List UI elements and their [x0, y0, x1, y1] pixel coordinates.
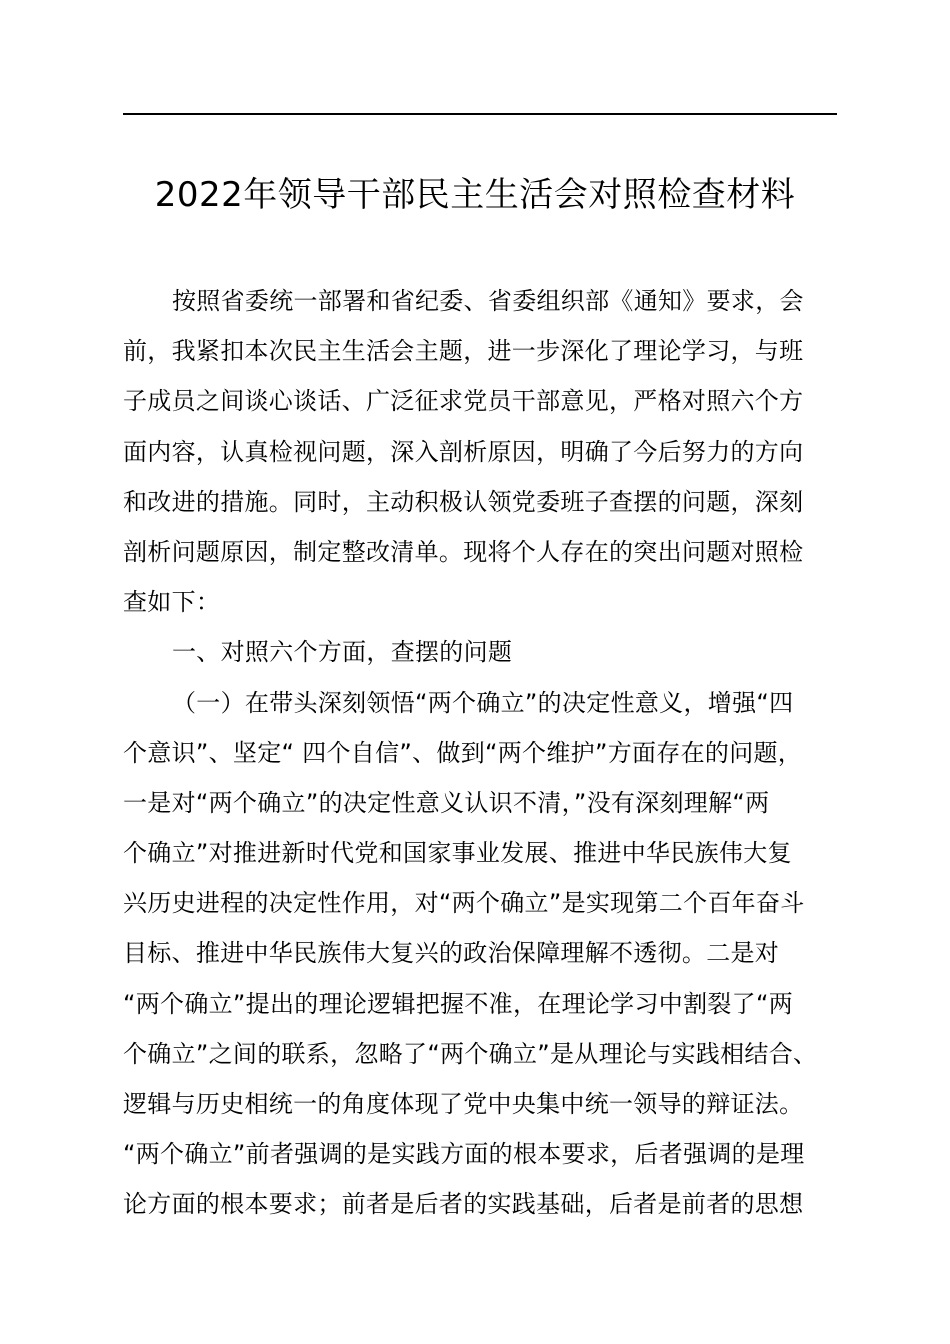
body-line: 个确立”之间的联系，忽略了“两个确立”是从理论与实践相结合、: [123, 1039, 818, 1068]
body-line: 剖析问题原因，制定整改清单。现将个人存在的突出问题对照检: [123, 537, 804, 566]
document-body: [123, 276, 839, 1230]
header-rule: [123, 113, 837, 115]
section-heading: 一、对照六个方面，查摆的问题: [172, 638, 513, 667]
body-line: （一）在带头深刻领悟“两个确立”的决定性意义，增强“四: [172, 688, 794, 717]
body-line: 和改进的措施。同时，主动积极认领党委班子查摆的问题，深刻: [123, 487, 804, 516]
body-line: 个确立”对推进新时代党和国家事业发展、推进中华民族伟大复: [123, 839, 792, 868]
body-line: 子成员之间谈心谈话、广泛征求党员干部意见，严格对照六个方: [123, 387, 804, 416]
body-line: 前，我紧扣本次民主生活会主题，进一步深化了理论学习，与班: [123, 337, 804, 366]
body-line: 查如下：: [123, 588, 221, 617]
body-line: “两个确立”前者强调的是实践方面的根本要求，后者强调的是理: [123, 1140, 805, 1169]
body-line: 面内容，认真检视问题，深入剖析原因，明确了今后努力的方向: [123, 437, 804, 466]
body-line: 一是对“两个确立”的决定性意义认识不清，”没有深刻理解“两: [123, 788, 770, 817]
body-line: “两个确立”提出的理论逻辑把握不准，在理论学习中割裂了“两: [123, 989, 793, 1018]
body-line: 逻辑与历史相统一的角度体现了党中央集中统一领导的辩证法。: [123, 1090, 804, 1118]
body-line: 目标、推进中华民族伟大复兴的政治保障理解不透彻。二是对: [123, 939, 780, 968]
document-title: 2022年领导干部民主生活会对照检查材料: [154, 175, 796, 215]
body-line: 按照省委统一部署和省纪委、省委组织部《通知》要求，会: [172, 287, 804, 315]
body-line: 兴历史进程的决定性作用，对“两个确立”是实现第二个百年奋斗: [123, 889, 805, 918]
body-line: 论方面的根本要求；前者是后者的实践基础，后者是前者的思想: [123, 1190, 804, 1219]
body-line: 个意识”、坚定“ 四个自信”、做到“两个维护”方面存在的问题，: [123, 738, 803, 767]
